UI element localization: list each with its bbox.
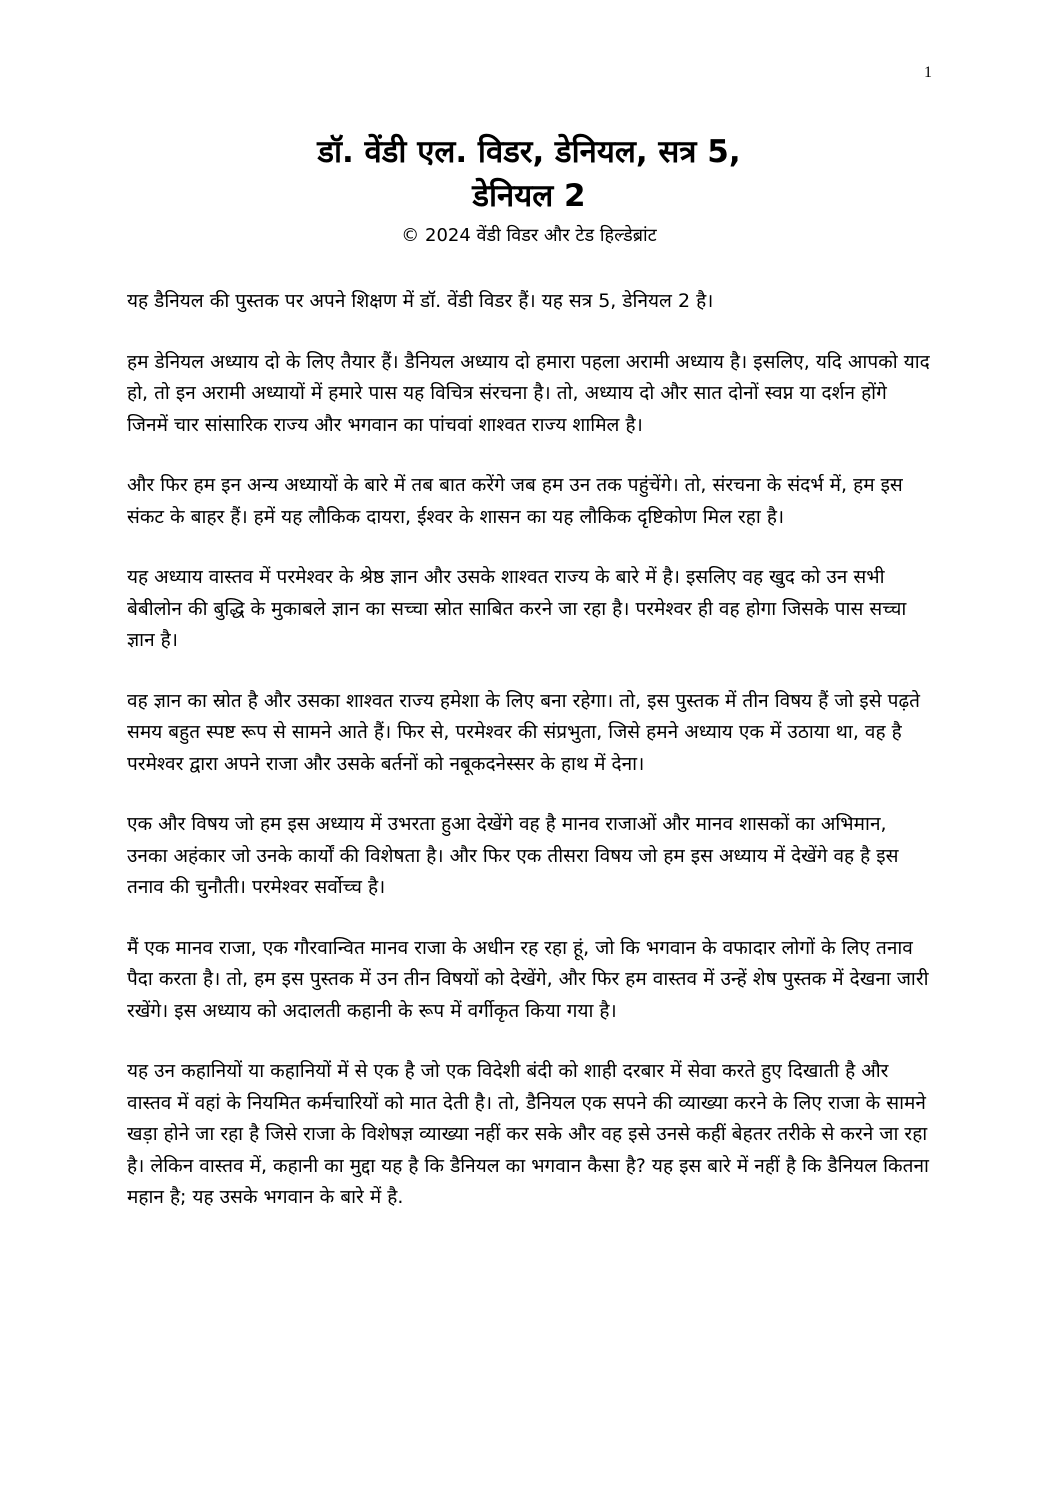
document-title-line-1: डॉ. वेंडी एल. विडर, डेनियल, सत्र 5, (317, 134, 741, 170)
title-block (0, 130, 1058, 250)
paragraph-4: यह अध्याय वास्तव में परमेश्वर के श्रेष्ठ ज्ञान और उसके शाश्वत राज्य के बारे में है। इसलिए वह खुद को उन सभी बेबीलोन की बुद्धि के मुकाबले ज्ञान का सच्चा स्रोत साबित करने जा रहा है। परमेश्वर ही वह होगा जिसके पास सच्चा ज्ञान है। (127, 566, 907, 651)
copyright-notice: © 2024 वेंडी विडर और टेड हिल्डेब्रांट (401, 225, 657, 246)
paragraph-2: हम डेनियल अध्याय दो के लिए तैयार हैं। डैनियल अध्याय दो हमारा पहला अरामी अध्याय है। इसलिए, यदि आपको याद हो, तो इन अरामी अध्यायों में हमारे पास यह विचित्र संरचना है। तो, अध्याय दो और सात दोनों स्वप्न या दर्शन होंगे जिनमें चार सांसारिक राज्य और भगवान का पांचवां शाश्वत राज्य शामिल है। (127, 350, 930, 436)
document-title-line-2: डेनियल 2 (472, 178, 586, 214)
paragraph-6: एक और विषय जो हम इस अध्याय में उभरता हुआ देखेंगे वह है मानव राजाओं और मानव शासकों का अभिमान, उनका अहंकार जो उनके कार्यों की विशेषता है। और फिर एक तीसरा विषय जो हम इस अध्याय में देखेंगे वह है इस तनाव की चुनौती। परमेश्वर सर्वोच्च है। (127, 813, 899, 898)
paragraph-3: और फिर हम इन अन्य अध्यायों के बारे में तब बात करेंगे जब हम उन तक पहुंचेंगे। तो, संरचना के संदर्भ में, हम इस संकट के बाहर हैं। हमें यह लौकिक दायरा, ईश्वर के शासन का यह लौकिक दृष्टिकोण मिल रहा है। (127, 474, 903, 528)
page-number: 1 (924, 64, 932, 81)
document-body (127, 286, 933, 1243)
paragraph-1: यह डैनियल की पुस्तक पर अपने शिक्षण में डॉ. वेंडी विडर हैं। यह सत्र 5, डेनियल 2 है। (127, 290, 714, 312)
paragraph-5: वह ज्ञान का स्रोत है और उसका शाश्वत राज्य हमेशा के लिए बना रहेगा। तो, इस पुस्तक में तीन विषय हैं जो इसे पढ़ते समय बहुत स्पष्ट रूप से सामने आते हैं। फिर से, परमेश्वर की संप्रभुता, जिसे हमने अध्याय एक में उठाया था, वह है परमेश्वर द्वारा अपने राजा और उसके बर्तनों को नबूकदनेस्सर के हाथ में देना। (127, 689, 920, 775)
paragraph-7: मैं एक मानव राजा, एक गौरवान्वित मानव राजा के अधीन रह रहा हूं, जो कि भगवान के वफादार लोगों के लिए तनाव पैदा करता है। तो, हम इस पुस्तक में उन तीन विषयों को देखेंगे, और फिर हम वास्तव में उन्हें शेष पुस्तक में देखना जारी रखेंगे। इस अध्याय को अदालती कहानी के रूप में वर्गीकृत किया गया है। (127, 936, 929, 1022)
paragraph-8: यह उन कहानियों या कहानियों में से एक है जो एक विदेशी बंदी को शाही दरबार में सेवा करते हुए दिखाती है और वास्तव में वहां के नियमित कर्मचारियों को मात देती है। तो, डैनियल एक सपने की व्याख्या करने के लिए राजा के सामने खड़ा होने जा रहा है जिसे राजा के विशेषज्ञ व्याख्या नहीं कर सके और वह इसे उनसे कहीं बेहतर तरीके से करने जा रहा है। लेकिन वास्तव में, कहानी का मुद्दा यह है कि डैनियल का भगवान कैसा है? यह इस बारे में नहीं है कि डैनियल कितना महान है; यह उसके भगवान के बारे में है. (127, 1060, 929, 1208)
